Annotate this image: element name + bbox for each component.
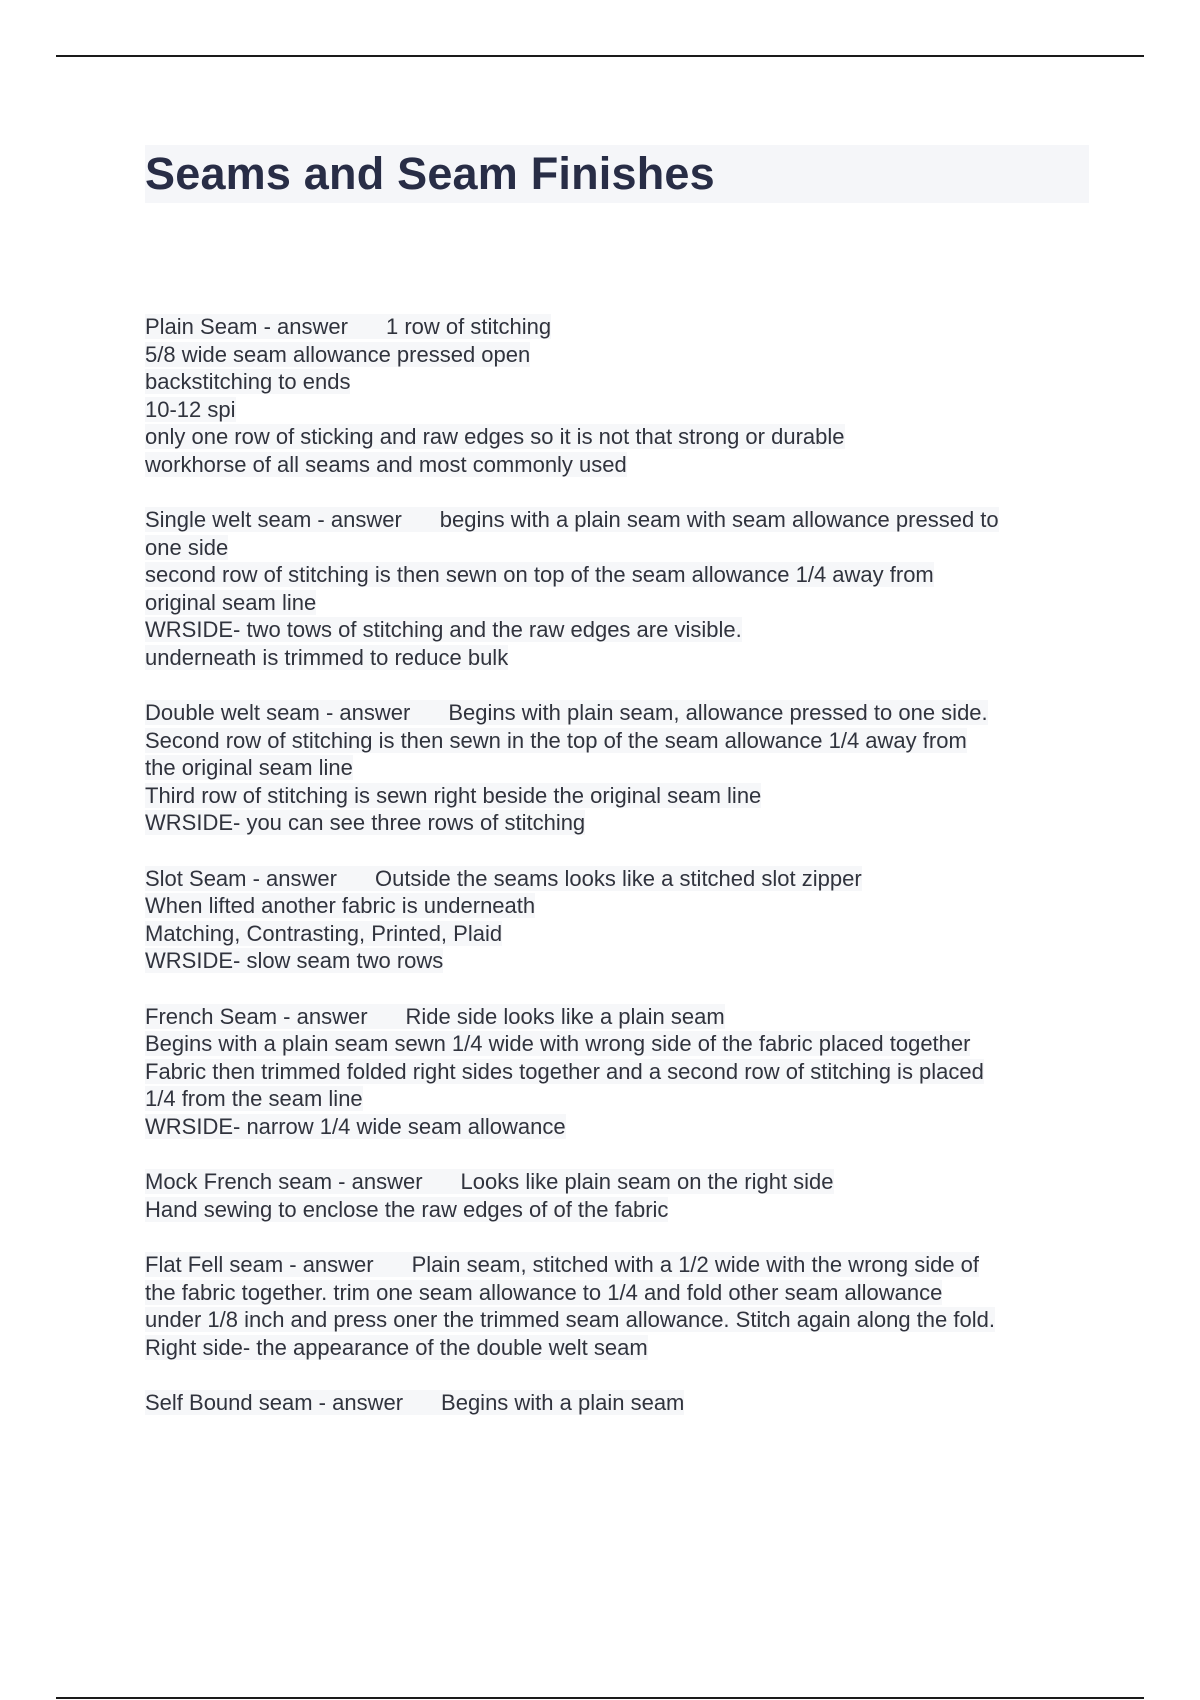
entry-answer-line: backstitching to ends [145, 369, 351, 394]
bottom-rule [56, 1697, 1144, 1699]
entry-answer-line: 10-12 spi [145, 396, 236, 422]
entry-answer-line: only one row of sticking and raw edges so it is not that strong or durable [145, 424, 845, 449]
entry-answer-line: WRSIDE- you can see three rows of stitching [145, 810, 586, 835]
entry-term: Slot Seam - answer [145, 865, 337, 891]
entry-answer-line: Matching, Contrasting, Printed, Plaid [145, 920, 503, 946]
entry-answer-first-line: Outside the seams looks like a stitched slot zipper [374, 865, 862, 891]
entry-mock-french-seam [145, 1168, 1095, 1223]
entry-answer-line: Begins with a plain seam sewn 1/4 wide with wrong side of the fabric placed together [145, 1031, 971, 1056]
entry-answer-line: the original seam line [145, 755, 353, 780]
entry-answer-first-line: Begins with plain seam, allowance pressed to one side. [448, 700, 988, 725]
entry-answer-first-line: 1 row of stitching [385, 314, 552, 339]
entry-term: Single welt seam - answer [145, 507, 402, 532]
entry-answer-line: Second row of stitching is then sewn in the top of the seam allowance 1/4 away from [145, 727, 967, 753]
entry-single-welt-seam [145, 506, 1095, 671]
entry-french-seam [145, 1003, 1095, 1141]
entry-term: Plain Seam - answer [145, 314, 348, 339]
entry-answer-line: the fabric together. trim one seam allowance to 1/4 and fold other seam allowance [145, 1279, 943, 1305]
entry-plain-seam [145, 313, 1095, 478]
entry-answer-line: Hand sewing to enclose the raw edges of of the fabric [145, 1196, 669, 1222]
entry-answer-line: under 1/8 inch and press oner the trimmed seam allowance. Stitch again along the fold. [145, 1307, 995, 1332]
entry-answer-line: Fabric then trimmed folded right sides together and a second row of stitching is placed [145, 1058, 984, 1084]
entry-answer-line: second row of stitching is then sewn on top of the seam allowance 1/4 away from [145, 562, 934, 587]
page-title: Seams and Seam Finishes [145, 148, 715, 199]
entry-term: Self Bound seam - answer [145, 1390, 404, 1415]
entry-answer-line: workhorse of all seams and most commonly used [145, 451, 627, 477]
entry-term: Mock French seam - answer [145, 1169, 423, 1194]
top-rule [56, 55, 1144, 57]
entry-answer-line: WRSIDE- narrow 1/4 wide seam allowance [145, 1113, 566, 1139]
entry-term: Flat Fell seam - answer [145, 1252, 374, 1277]
entry-answer-line: When lifted another fabric is underneath [145, 893, 536, 918]
entry-answer-first-line: Begins with a plain seam [441, 1390, 685, 1415]
entry-term: Double welt seam - answer [145, 700, 411, 725]
entry-answer-first-line: Ride side looks like a plain seam [405, 1003, 725, 1029]
entry-answer-line: underneath is trimmed to reduce bulk [145, 644, 509, 670]
entry-answer-line: original seam line [145, 589, 317, 615]
entry-answer-line: one side [145, 534, 229, 560]
entry-answer-first-line: begins with a plain seam with seam allowance pressed to [439, 507, 999, 532]
entry-term: French Seam - answer [145, 1003, 368, 1029]
entry-answer-line: 5/8 wide seam allowance pressed open [145, 341, 531, 367]
entry-answer-first-line: Looks like plain seam on the right side [460, 1169, 834, 1194]
entry-answer-line: WRSIDE- two tows of stitching and the raw edges are visible. [145, 617, 742, 642]
entry-flat-fell-seam [145, 1251, 1095, 1361]
entry-double-welt-seam [145, 699, 1095, 837]
entry-answer-line: WRSIDE- slow seam two rows [145, 948, 444, 973]
entry-answer-line: 1/4 from the seam line [145, 1086, 363, 1111]
entry-slot-seam [145, 865, 1095, 975]
flashcard-list [145, 313, 1095, 1445]
entry-answer-first-line: Plain seam, stitched with a 1/2 wide with the wrong side of [411, 1252, 980, 1277]
entry-answer-line: Right side- the appearance of the double welt seam [145, 1334, 648, 1360]
entry-answer-line: Third row of stitching is sewn right beside the original seam line [145, 782, 762, 808]
entry-self-bound-seam [145, 1389, 1095, 1417]
